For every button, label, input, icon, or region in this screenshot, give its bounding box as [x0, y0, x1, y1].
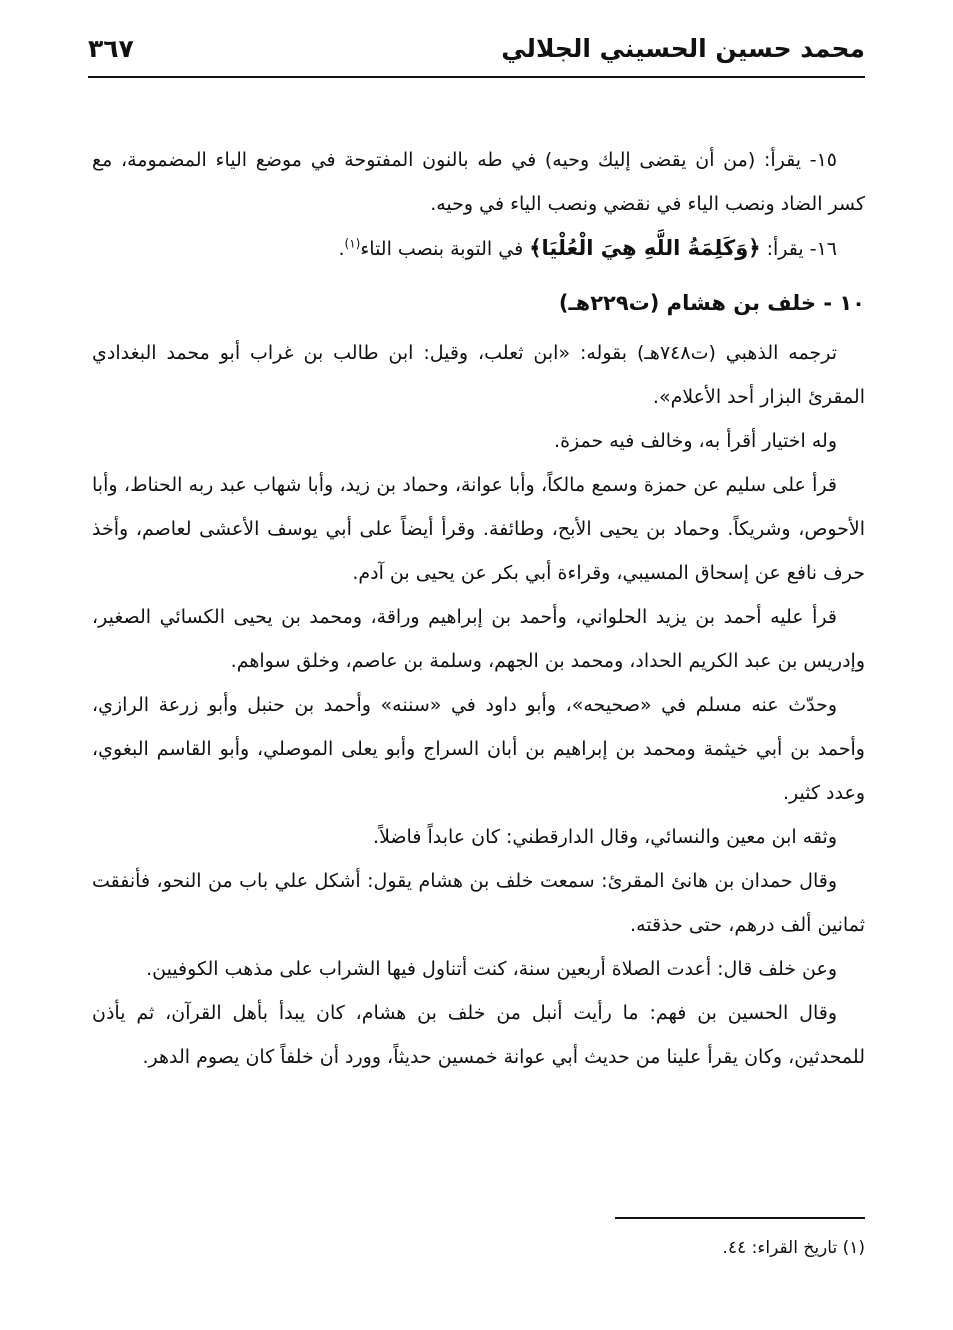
list-item-15: ١٥- يقرأ: (من أن يقضى إليك وحيه) في طه بالنون المفتوحة في موضع الياء المضمومة، مع كسر الضاد ونصب الياء في نقضي ونصب الياء في وحيه. — [92, 149, 865, 215]
quran-verse: ﴿وَكَلِمَةُ اللَّهِ هِيَ الْعُلْيَا﴾ — [529, 236, 761, 260]
footnote-divider — [615, 1217, 865, 1219]
paragraph-2: وله اختيار أقرأ به، وخالف فيه حمزة. — [554, 430, 837, 452]
footnote-reference[interactable]: (١) — [344, 236, 361, 251]
paragraph-9: وقال الحسين بن فهم: ما رأيت أنبل من خلف بن هشام، كان يبدأ بأهل القرآن، ثم يأذن للمحدثين، وكان يقرأ علينا من حديث أبي عوانة خمسين حديثاً، وورد أن خلفاً كان يصوم الدهر. — [92, 1002, 865, 1068]
running-header — [88, 26, 865, 76]
paragraph-5: وحدّث عنه مسلم في «صحيحه»، وأبو داود في «سننه» وأحمد بن حنبل وأبو زرعة الرازي، وأحمد بن أبي خيثمة ومحمد بن إبراهيم بن أبان السراج وأبو يعلى الموصلي، وأبو القاسم البغوي، وعدد كثير. — [92, 694, 865, 804]
item16-end: . — [338, 238, 345, 260]
section-heading: ١٠ - خلف بن هشام (ت٢٢٩هـ) — [558, 291, 865, 315]
item16-prefix: ١٦- يقرأ: — [766, 238, 837, 260]
paragraph-8: وعن خلف قال: أعدت الصلاة أربعين سنة، كنت أتناول فيها الشراب على مذهب الكوفيين. — [146, 958, 837, 980]
page-number: ٣٦٧ — [88, 34, 134, 63]
paragraph-1: ترجمه الذهبي (ت٧٤٨هـ) بقوله: «ابن ثعلب، وقيل: ابن طالب بن غراب أبو محمد البغدادي المقرئ البزار أحد الأعلام». — [92, 342, 865, 408]
paragraph-4: قرأ عليه أحمد بن يزيد الحلواني، وأحمد بن إبراهيم وراقة، ومحمد بن يحيى الكسائي الصغير، وإدريس بن عبد الكريم الحداد، ومحمد بن الجهم، وسلمة بن عاصم، وخلق سواهم. — [92, 606, 865, 672]
header-divider — [88, 76, 865, 78]
paragraph-6: وثقه ابن معين والنسائي، وقال الدارقطني: كان عابداً فاضلاً. — [373, 826, 837, 848]
paragraph-7: وقال حمدان بن هانئ المقرئ: سمعت خلف بن هشام يقول: أشكل علي باب من النحو، فأنفقت ثمانين ألف درهم، حتى حذقته. — [92, 870, 865, 936]
item16-suffix: في التوبة بنصب التاء — [360, 238, 524, 260]
footnote: (١) تاريخ القراء: ٤٤. — [722, 1238, 865, 1258]
paragraph-3: قرأ على سليم عن حمزة وسمع مالكاً، وأبا عوانة، وحماد بن زيد، وأبا شهاب عبد ربه الحناط، وأبا الأحوص، وشريكاً. وحماد بن يحيى الأبح، وطائفة. وقرأ أيضاً على أبي يوسف الأعشى لعاصم، وأخذ حرف نافع عن إسحاق المسيبي، وقراءة أبي بكر عن يحيى بن آدم. — [92, 474, 865, 584]
main-text — [92, 138, 865, 1079]
list-item-16 — [92, 226, 865, 271]
header-author-title: محمد حسين الحسيني الجلالي — [501, 34, 865, 63]
